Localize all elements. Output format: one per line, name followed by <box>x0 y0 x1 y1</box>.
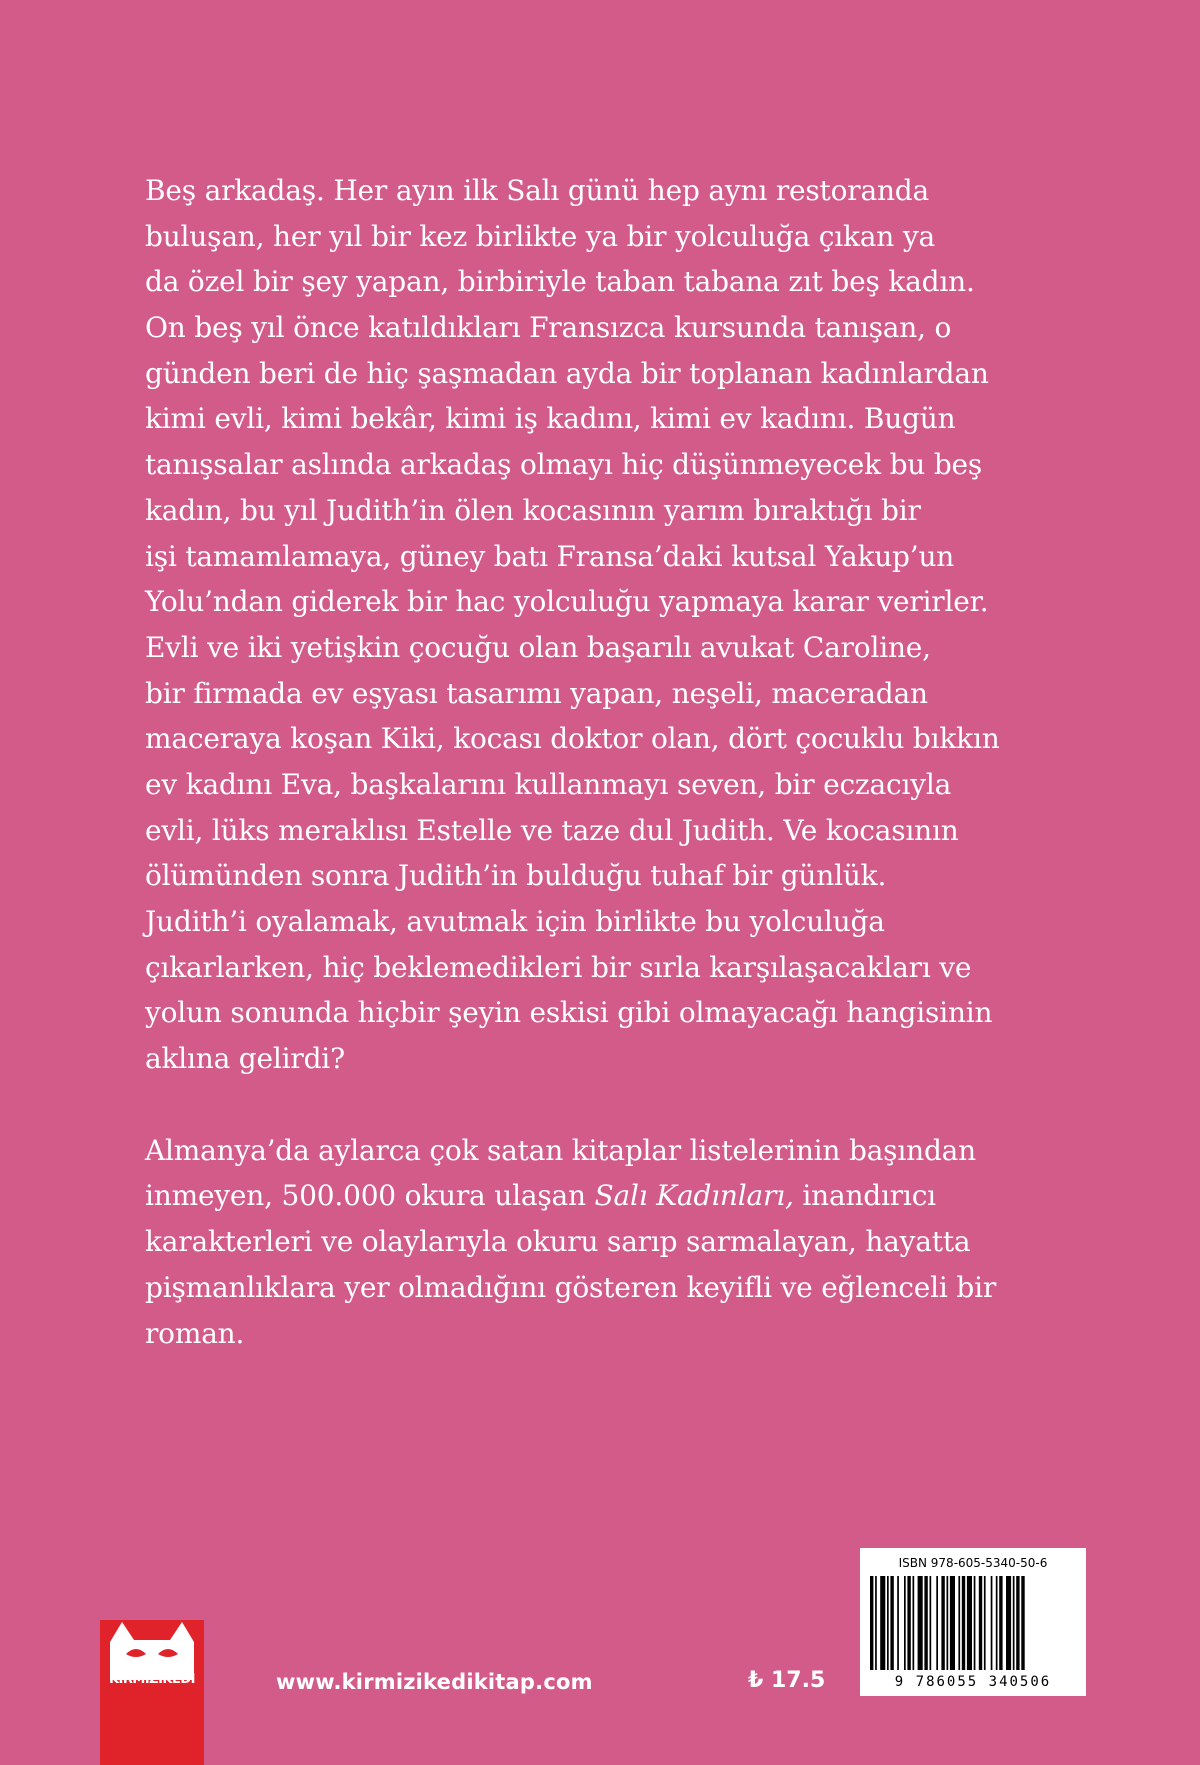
blurb-line: Judith’i oyalamak, avutmak için birlikte bu yolculuğa <box>145 905 885 938</box>
blurb-line: işi tamamlamaya, güney batı Fransa’daki kutsal Yakup’un <box>145 539 955 573</box>
barcode-bar <box>996 1576 998 1670</box>
blurb-line: roman. <box>145 1316 245 1350</box>
blurb-line: evli, lüks meraklısı Estelle ve taze dul Judith. Ve kocasının <box>145 813 959 847</box>
barcode-bar <box>962 1576 965 1670</box>
barcode-bar <box>936 1576 938 1670</box>
barcode-bar <box>875 1576 877 1670</box>
blurb-line: karakterleri ve olaylarıyla okuru sarıp sarmalayan, hayatta <box>145 1225 971 1259</box>
blurb-line: kimi evli, kimi bekâr, kimi iş kadını, kimi ev kadını. Bugün <box>145 402 956 436</box>
barcode-bar <box>887 1576 889 1670</box>
blurb-paragraph-2 <box>145 1128 1105 1356</box>
blurb-line: tanışsalar aslında arkadaş olmayı hiç düşünmeyecek bu beş <box>145 448 983 482</box>
blurb-line: On beş yıl önce katıldıkları Fransızca kursunda tanışan, o <box>145 311 952 345</box>
barcode-bar <box>984 1576 986 1670</box>
blurb-line: yolun sonunda hiçbir şeyin eskisi gibi olmayacağı hangisinin <box>145 996 993 1030</box>
barcode-bar <box>1013 1576 1015 1670</box>
barcode-bar <box>1021 1576 1024 1670</box>
blurb-line: Almanya’da aylarca çok satan kitaplar listelerinin başından <box>145 1133 976 1167</box>
barcode-bar <box>880 1576 885 1670</box>
barcode-bar <box>897 1576 899 1670</box>
barcode-bar <box>904 1576 906 1670</box>
barcode-bar <box>1006 1576 1011 1670</box>
barcode-bar <box>870 1576 873 1670</box>
isbn-barcode <box>860 1548 1086 1696</box>
blurb-text: inmeyen, 500.000 okura ulaşan <box>145 1179 595 1213</box>
blurb-line: ölümünden sonra Judith’in bulduğu tuhaf bir günlük. <box>145 859 887 893</box>
price-label: ₺ 17.5 <box>748 1668 826 1693</box>
blurb-line: pişmanlıklara yer olmadığını gösteren keyifli ve eğlenceli bir <box>145 1270 997 1304</box>
blurb-line: buluşan, her yıl bir kez birlikte ya bir yolculuğa çıkan ya <box>145 219 935 253</box>
cat-icon <box>100 1620 204 1680</box>
barcode-bar <box>958 1576 960 1670</box>
isbn-label: ISBN 978-605-5340-50-6 <box>898 1556 1048 1570</box>
publisher-name: KIRMIZIKEDİ <box>108 1672 196 1687</box>
barcode-bar <box>918 1576 923 1670</box>
publisher-logo <box>100 1620 204 1765</box>
barcode-bar <box>930 1576 932 1670</box>
book-title-italic: Salı Kadınları, <box>594 1179 794 1213</box>
barcode-bar <box>979 1576 982 1670</box>
barcode-digits: 9 786055 340506 <box>894 1674 1052 1690</box>
barcode-bar <box>950 1576 955 1670</box>
barcode-bar <box>947 1576 949 1670</box>
blurb-line: da özel bir şey yapan, birbiriyle taban tabana zıt beş kadın. <box>145 265 975 299</box>
blurb-line: kadın, bu yıl Judith’in ölen kocasının yarım bıraktığı bir <box>145 493 921 527</box>
blurb-line: Beş arkadaş. Her ayın ilk Salı günü hep aynı restoranda <box>145 174 929 207</box>
barcode-bar <box>941 1576 944 1670</box>
barcode-bar <box>974 1576 976 1670</box>
barcode-bar <box>924 1576 927 1670</box>
blurb-line: Yolu’ndan giderek bir hac yolculuğu yapmaya karar verirler. <box>145 585 989 619</box>
blurb-text: inandırıcı <box>793 1179 936 1213</box>
barcode-bar <box>999 1576 1002 1670</box>
blurb-line: bir firmada ev eşyası tasarımı yapan, neşeli, maceradan <box>145 676 928 710</box>
barcode-bar <box>913 1576 915 1670</box>
barcode-bar <box>1016 1576 1019 1670</box>
blurb-line: günden beri de hiç şaşmadan ayda bir toplanan kadınlardan <box>145 356 989 390</box>
back-cover-blurb <box>145 168 1105 1356</box>
blurb-line <box>145 1173 1105 1219</box>
blurb-line: maceraya koşan Kiki, kocası doktor olan, dört çocuklu bıkkın <box>145 722 1000 756</box>
barcode-bar <box>890 1576 893 1670</box>
publisher-website: www.kirmizikedikitap.com <box>276 1670 593 1694</box>
blurb-line: aklına gelirdi? <box>145 1042 345 1076</box>
barcode-bar <box>967 1576 972 1670</box>
barcode-bar <box>991 1576 993 1670</box>
blurb-line: çıkarlarken, hiç beklemedikleri bir sırla karşılaşacakları ve <box>145 950 972 984</box>
blurb-line: ev kadını Eva, başkalarını kullanmayı seven, bir eczacıyla <box>145 767 952 801</box>
barcode-bar <box>907 1576 910 1670</box>
blurb-paragraph-1 <box>145 168 1105 1082</box>
barcode-bars <box>868 1576 1078 1670</box>
blurb-line: Evli ve iki yetişkin çocuğu olan başarılı avukat Caroline, <box>145 630 931 664</box>
